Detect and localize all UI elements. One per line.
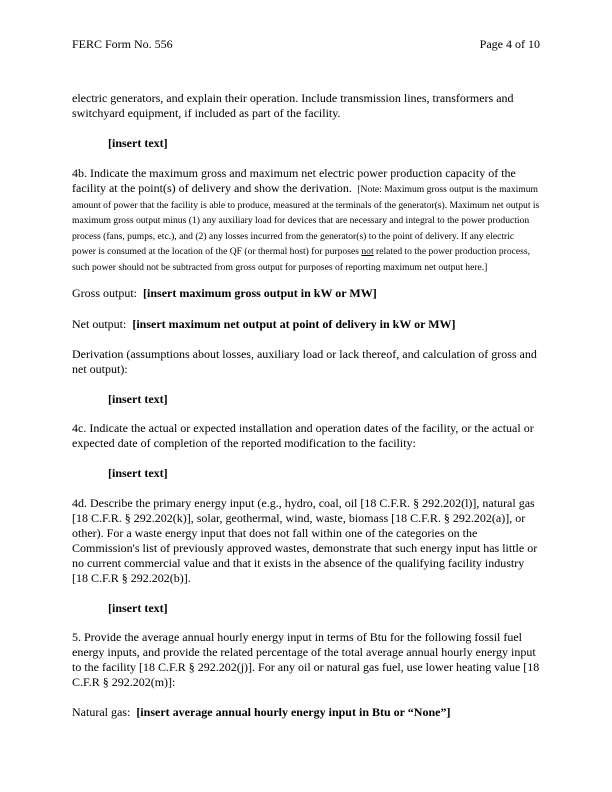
derivation-label: Derivation (assumptions about losses, auxiliary load or lack thereof, and calculation of gross and net output): xyxy=(72,347,537,376)
net-output-value[interactable]: [insert maximum net output at point of delivery in kW or MW] xyxy=(132,317,456,331)
gross-output-field xyxy=(72,286,377,301)
intro-insert-placeholder[interactable]: [insert text] xyxy=(108,136,168,150)
intro-paragraph: electric generators, and explain their operation. Include transmission lines, transformers and switchyard equipment, if included as part of the facility. xyxy=(72,91,514,120)
form-title: FERC Form No. 556 xyxy=(72,37,173,51)
gross-output-label: Gross output: xyxy=(72,286,138,300)
question-4d: 4d. Describe the primary energy input (e.g., hydro, coal, oil [18 C.F.R. § 292.202(l)], natural gas [18 C.F.R. § 292.202(k)], solar, geothermal, wind, waste, biomass [18 C.F.R. § 292.202(a)], or other). For a waste energy input that does not fall within one of the categories on the Commission's list of previously approved wastes, demonstrate that such energy input has little or no current commercial value and that it exists in the absence of the qualifying facility industry [18 C.F.R § 292.202(b)]. xyxy=(72,496,538,585)
emphasis-not: not xyxy=(361,246,374,258)
question-4b-text: 4b. Indicate the maximum gross and maximum net electric power production capacity of the facility at the point(s) of delivery and show the derivation. xyxy=(72,166,516,195)
q4c-insert-placeholder[interactable]: [insert text] xyxy=(108,466,168,480)
page-header xyxy=(72,37,540,52)
derivation-insert-placeholder[interactable]: [insert text] xyxy=(108,392,168,406)
question-4c: 4c. Indicate the actual or expected installation and operation dates of the facility, or the actual or expected date of completion of the reported modification to the facility: xyxy=(72,421,534,450)
question-5: 5. Provide the average annual hourly energy input in terms of Btu for the following fossil fuel energy inputs, and provide the related percentage of the total average annual hourly energy input to the facility [18 C.F.R § 292.202(j)]. For any oil or natural gas fuel, use lower heating value [18 C.F.R § 292.202(m)]: xyxy=(72,630,540,689)
q4d-insert-placeholder[interactable]: [insert text] xyxy=(108,601,168,615)
natural-gas-field xyxy=(72,705,450,720)
question-4b xyxy=(72,166,540,275)
natural-gas-value[interactable]: [insert average annual hourly energy input in Btu or “None”] xyxy=(136,705,451,719)
gross-output-value[interactable]: [insert maximum gross output in kW or MW] xyxy=(143,286,377,300)
question-4b-note: [Note: Maximum gross output is the maximum amount of power that the facility is able to produce, measured at the terminals of the generator(s). Maximum net output is maximum gross output minus (1) any auxiliary load for devices that are necessary and integral to the power production process (fans, pumps, etc.), and (2) any losses incurred from the generator(s) to the point of delivery. If any electric power is consumed at the location of the QF (or thermal host) for purposes not related to the power production process, such power should not be subtracted from gross output for purposes of reporting maximum net output here.] xyxy=(72,184,540,273)
natural-gas-label: Natural gas: xyxy=(72,705,131,719)
net-output-field xyxy=(72,317,456,332)
page-indicator: Page 4 of 10 xyxy=(479,37,540,51)
net-output-label: Net output: xyxy=(72,317,127,331)
